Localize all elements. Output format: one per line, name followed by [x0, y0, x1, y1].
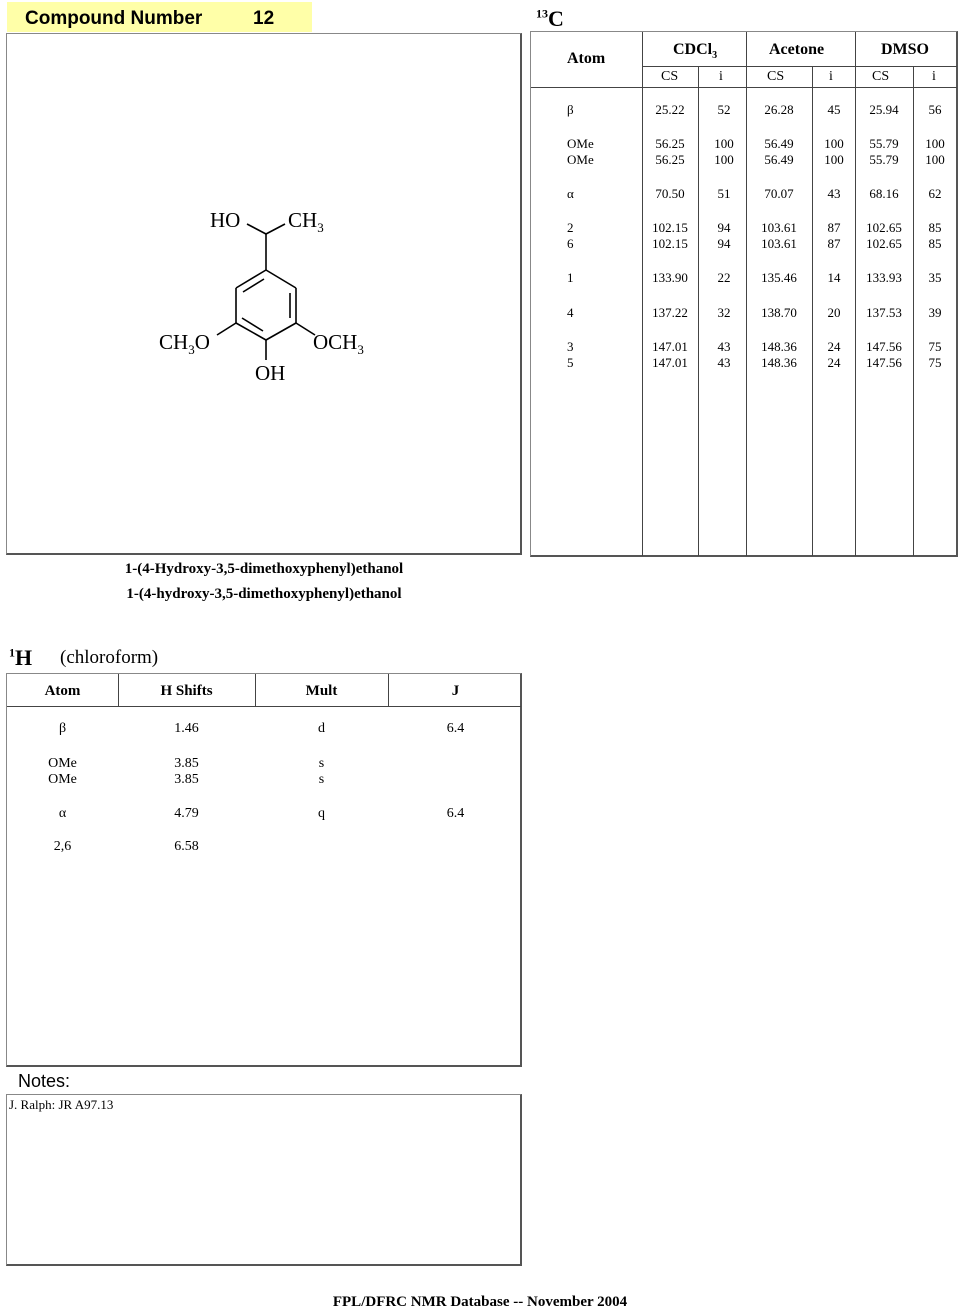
- hydroxyl-label-top: HO: [210, 208, 241, 232]
- c13-cell: 56: [928, 102, 942, 117]
- c13-cell: 75: [928, 355, 942, 370]
- chemical-structure-drawing: [7, 34, 523, 556]
- c13-mass-number: 13: [536, 6, 548, 21]
- c13-cell: 20: [827, 305, 841, 320]
- c13-cell: 24: [827, 339, 841, 354]
- c13-cell: 147.01: [652, 339, 688, 354]
- c13-cell: 56.49: [764, 152, 794, 167]
- c13-cell: 25.94: [869, 102, 899, 117]
- h1-cell-mult: d: [318, 721, 325, 736]
- c13-cell: 94: [717, 236, 731, 251]
- c13-cell: 103.61: [761, 220, 797, 235]
- c13-solvent-dmso: DMSO: [881, 41, 929, 58]
- h1-cell-shift: 6.58: [174, 839, 199, 854]
- h1-cell-atom: 2,6: [53, 839, 72, 854]
- c13-section-title: [536, 6, 564, 32]
- notes-label: Notes:: [18, 1071, 71, 1091]
- c13-cell: 100: [925, 152, 945, 167]
- c13-row-atom: α: [567, 186, 574, 201]
- h1-cell-mult: q: [318, 806, 325, 821]
- h1-cell-atom: OMe: [48, 756, 77, 771]
- c13-row-atom: 2: [567, 220, 574, 235]
- compound-number-value: 12: [253, 8, 275, 29]
- compound-name-secondary: 1-(4-hydroxy-3,5-dimethoxyphenyl)ethanol: [126, 586, 402, 602]
- c13-cell: 14: [827, 270, 841, 285]
- c13-cell: 137.22: [652, 305, 688, 320]
- h1-shift-table: [6, 673, 522, 1067]
- c13-cell: 133.90: [652, 270, 688, 285]
- c13-cell: 70.50: [655, 186, 685, 201]
- c13-cell: 133.93: [866, 270, 902, 285]
- c13-cell: 52: [717, 102, 731, 117]
- c13-cell: 70.07: [764, 186, 794, 201]
- c13-cell: 100: [824, 136, 844, 151]
- c13-cell: 85: [928, 220, 942, 235]
- c13-cell: 56.49: [764, 136, 794, 151]
- c13-cell: 35: [928, 270, 942, 285]
- c13-row-atom: 5: [567, 355, 574, 370]
- c13-row-atom: β: [567, 102, 574, 117]
- c13-cell: 43: [717, 339, 731, 354]
- c13-cell: 138.70: [761, 305, 797, 320]
- h1-cell-atom: α: [58, 806, 67, 821]
- h1-mass-number: 1: [9, 645, 15, 660]
- c13-solvent-acetone: Acetone: [769, 41, 825, 58]
- c13-subheader-cs-3: CS: [872, 69, 890, 84]
- c13-cell: 148.36: [761, 355, 797, 370]
- c13-cell: 148.36: [761, 339, 797, 354]
- h1-cell-mult: s: [318, 772, 325, 787]
- c13-cell: 147.56: [866, 355, 902, 370]
- h1-solvent: (chloroform): [60, 647, 159, 668]
- c13-cell: 32: [717, 305, 731, 320]
- c13-cell: 100: [714, 152, 734, 167]
- c13-row-atom: OMe: [567, 152, 594, 167]
- h1-cell-j: 6.4: [446, 806, 465, 821]
- c13-cell: 102.15: [652, 236, 688, 251]
- c13-cell: 87: [827, 220, 841, 235]
- c13-row-atom: 3: [567, 339, 574, 354]
- hydroxyl-label-bottom: OH: [255, 361, 286, 385]
- c13-solvent-cdcl3: CDCl$_3$: [673, 41, 718, 62]
- c13-row-atom: 6: [567, 236, 574, 251]
- c13-cell: 51: [717, 186, 731, 201]
- c13-cell: 55.79: [869, 136, 899, 151]
- c13-cell: 100: [714, 136, 734, 151]
- h1-cell-j: 6.4: [446, 721, 465, 736]
- c13-subheader-cs-1: CS: [661, 69, 679, 84]
- h1-cell-shift: 3.85: [174, 772, 199, 787]
- c13-subheader-i-1: i: [719, 69, 723, 84]
- methyl-label-top: $CH_3$: [288, 208, 324, 236]
- c13-cell: 22: [717, 270, 731, 285]
- c13-cell: 102.15: [652, 220, 688, 235]
- c13-element: C: [548, 6, 564, 31]
- structure-panel: [6, 33, 522, 555]
- notes-text: J. Ralph: JR A97.13: [9, 1097, 114, 1112]
- c13-row-atom: OMe: [567, 136, 594, 151]
- c13-cell: 103.61: [761, 236, 797, 251]
- h1-cell-mult: s: [318, 756, 325, 771]
- c13-row-atom: 4: [567, 305, 574, 320]
- c13-cell: 87: [827, 236, 841, 251]
- footer: FPL/DFRC NMR Database -- November 2004: [332, 1294, 628, 1310]
- c13-cell: 56.25: [655, 136, 685, 151]
- h1-header-mult: Mult: [305, 683, 338, 699]
- h1-header-j: J: [451, 683, 460, 699]
- c13-cell: 43: [717, 355, 731, 370]
- c13-cell: 137.53: [866, 305, 902, 320]
- c13-cell: 39: [928, 305, 942, 320]
- c13-cell: 85: [928, 236, 942, 251]
- c13-cell: 100: [824, 152, 844, 167]
- c13-row-atom: 1: [567, 270, 574, 285]
- c13-cell: 75: [928, 339, 942, 354]
- h1-cell-shift: 1.46: [174, 721, 199, 736]
- h1-element: H: [15, 645, 33, 670]
- c13-subheader-cs-2: CS: [767, 69, 785, 84]
- compound-name-primary: 1-(4-Hydroxy-3,5-dimethoxyphenyl)ethanol: [124, 561, 404, 577]
- c13-subheader-i-2: i: [829, 69, 833, 84]
- h1-cell-shift: 4.79: [174, 806, 199, 821]
- h1-section-title: [9, 645, 32, 671]
- h1-cell-atom: OMe: [48, 772, 77, 787]
- c13-cell: 102.65: [866, 236, 902, 251]
- c13-cell: 135.46: [761, 270, 797, 285]
- c13-cell: 147.56: [866, 339, 902, 354]
- c13-cell: 94: [717, 220, 731, 235]
- h1-header-atom: Atom: [44, 683, 81, 699]
- c13-cell: 25.22: [655, 102, 685, 117]
- compound-number-label: Compound Number: [25, 8, 203, 29]
- c13-shift-table: [530, 31, 958, 557]
- c13-cell: 26.28: [764, 102, 794, 117]
- c13-cell: 43: [827, 186, 841, 201]
- methoxy-label-left: $CH_3O$: [159, 330, 210, 358]
- c13-subheader-i-3: i: [932, 69, 936, 84]
- c13-cell: 56.25: [655, 152, 685, 167]
- c13-atom-header: Atom: [567, 50, 606, 67]
- c13-cell: 24: [827, 355, 841, 370]
- compound-number-box: [7, 2, 312, 32]
- h1-header-shifts: H Shifts: [160, 683, 213, 699]
- c13-cell: 55.79: [869, 152, 899, 167]
- h1-cell-shift: 3.85: [174, 756, 199, 771]
- c13-cell: 45: [827, 102, 841, 117]
- methoxy-label-right: $OCH_3$: [313, 330, 364, 358]
- c13-cell: 62: [928, 186, 942, 201]
- h1-cell-atom: β: [58, 721, 67, 736]
- c13-cell: 68.16: [869, 186, 899, 201]
- notes-box: [6, 1094, 522, 1266]
- c13-cell: 100: [925, 136, 945, 151]
- c13-cell: 102.65: [866, 220, 902, 235]
- c13-cell: 147.01: [652, 355, 688, 370]
